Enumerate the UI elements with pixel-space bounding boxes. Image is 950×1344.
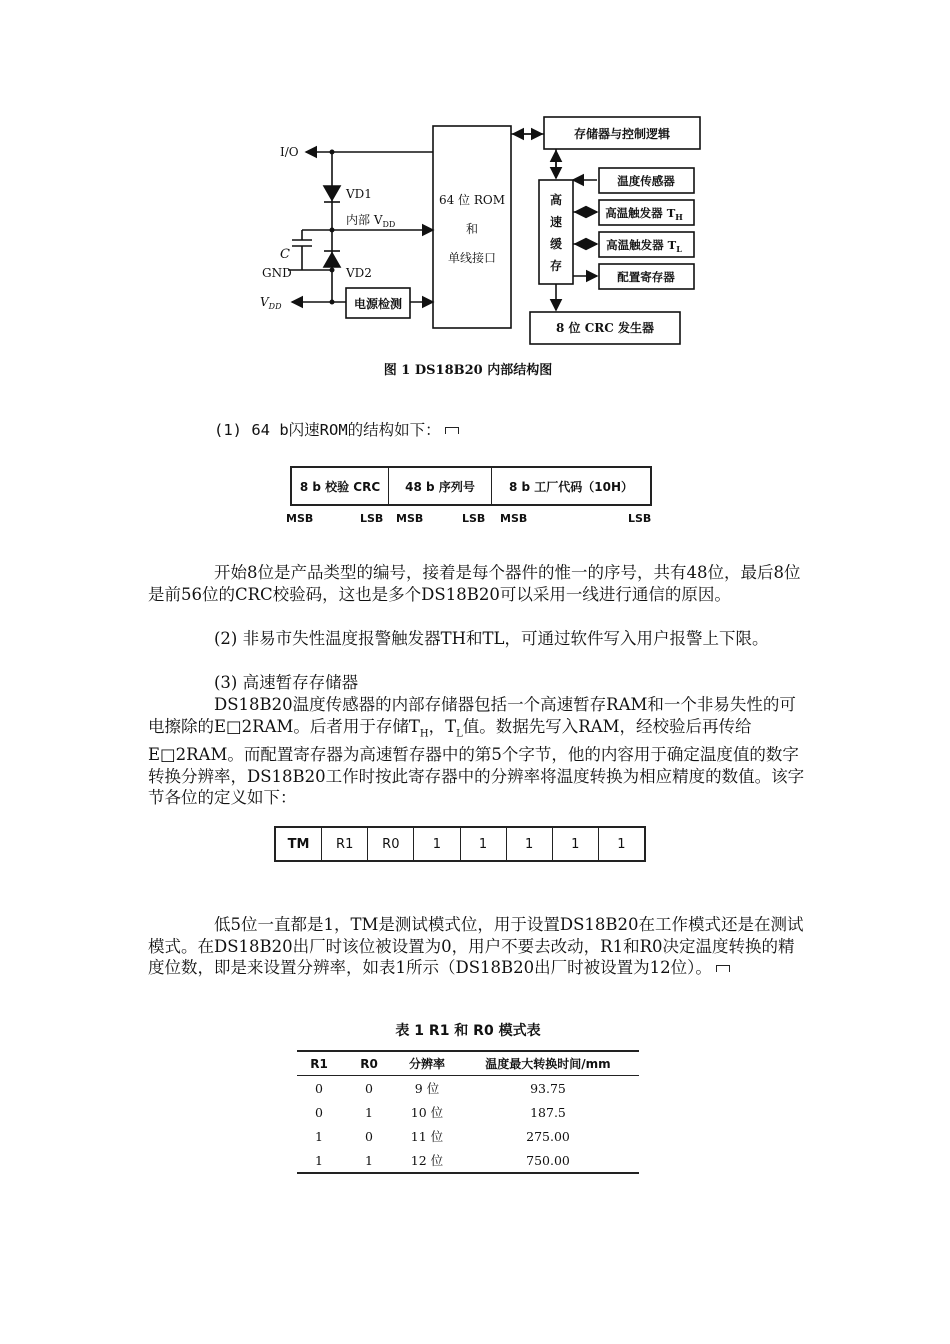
caret-mark — [445, 427, 459, 434]
config-register-diagram — [274, 826, 646, 864]
caret-mark-2 — [716, 965, 730, 972]
table-caption: 表 1 R1 和 R0 模式表 — [395, 1023, 541, 1039]
tl-trigger-label: 高温触发器 $T_L$ — [606, 238, 682, 254]
scratchpad-sub-h: H — [419, 727, 429, 739]
cell-time: 93.75 — [530, 1080, 566, 1096]
rom-cell-serial: 48 b 序列号 — [388, 468, 491, 504]
config-bit-1: 1 — [552, 828, 598, 860]
scratchpad-sub-l: L — [456, 727, 463, 739]
temp-sensor-label: 温度传感器 — [617, 174, 675, 188]
config-bit-3: 1 — [460, 828, 506, 860]
cache-char-4: 存 — [549, 259, 563, 273]
rom-structure-box — [290, 466, 652, 506]
table-row — [297, 1100, 639, 1124]
capacitor-label: C — [280, 247, 290, 262]
config-bit-r0: R0 — [367, 828, 413, 860]
rom-structure-intro — [214, 420, 874, 442]
config-bit-4: 1 — [413, 828, 459, 860]
rom-cell-factory: 8 b 工厂代码（10H） — [491, 468, 650, 504]
cell-resolution: 11 位 — [410, 1129, 444, 1144]
cell-r0: 0 — [365, 1080, 373, 1096]
rom-label-msb-3: MSB — [500, 512, 528, 525]
vd2-label: VD2 — [346, 266, 372, 280]
header-r1: R1 — [297, 1051, 341, 1076]
rom-structure-diagram — [286, 466, 652, 532]
config-register-row — [274, 826, 646, 862]
rom-line1: 64 位 ROM — [438, 193, 506, 207]
cache-char-1: 高 — [549, 193, 563, 207]
rom-label-lsb-2: LSB — [462, 512, 486, 525]
figure-caption: 图 1 DS18B20 内部结构图 — [383, 363, 553, 378]
internal-vdd-label: 内部 $V_{DD}$ — [346, 213, 396, 229]
cache-char-3: 缓 — [549, 237, 563, 251]
config-bit-tm: TM — [287, 836, 310, 852]
crc-label: 8 位 CRC 发生器 — [556, 321, 654, 335]
rom-cell-crc: 8 b 校验 CRC — [299, 479, 381, 494]
cell-resolution: 12 位 — [397, 1148, 457, 1173]
rom-label-msb-2: MSB — [396, 512, 424, 525]
rom-structure-intro-text: (1) 64 b闪速ROM的结构如下： — [214, 421, 441, 439]
table-row — [297, 1148, 639, 1173]
table-header-row — [297, 1051, 639, 1076]
cell-r0: 1 — [341, 1148, 397, 1173]
scratchpad-text-b: ，T — [428, 716, 457, 736]
paragraph-scratchpad-desc — [148, 694, 808, 809]
header-resolution: 分辨率 — [397, 1051, 457, 1076]
config-bit-r1: R1 — [321, 828, 367, 860]
cell-time: 187.5 — [530, 1104, 566, 1120]
config-bit-2: 1 — [506, 828, 552, 860]
cell-time: 750.00 — [457, 1148, 639, 1173]
block-diagram-svg — [248, 112, 708, 397]
config-bit-0: 1 — [598, 828, 644, 860]
header-r0: R0 — [341, 1051, 397, 1076]
cell-time: 275.00 — [526, 1128, 570, 1144]
power-detect-label: 电源检测 — [353, 297, 403, 311]
figure-ds18b20-block-diagram — [248, 112, 708, 397]
scratchpad-text-a: DS18B20温度传感器的内部存储器包括一个高速暂存RAM和一个非易失性的可电擦除的E□2RAM。后者用于存储T — [148, 695, 796, 736]
config-desc-text: 低5位一直都是1，TM是测试模式位，用于设置DS18B20在工作模式还是在测试模式。在DS18B20出厂时该位被设置为0，用户不要去改动，R1和R0决定温度转换的精度位数，即是来设置分辨率，如表1所示（DS18B20出厂时被设置为12位）。 — [148, 915, 804, 977]
memory-logic-label: 存储器与控制逻辑 — [573, 127, 671, 141]
paragraph-trigger: (2) 非易市失性温度报警触发器TH和TL，可通过软件写入用户报警上下限。 — [214, 629, 769, 648]
table-row — [297, 1076, 639, 1101]
vdd-label: $V_{DD}$ — [260, 295, 282, 311]
config-reg-label: 配置寄存器 — [617, 270, 675, 284]
th-trigger-label: 高温触发器 $T_H$ — [605, 206, 683, 222]
rom-label-msb-1: MSB — [286, 512, 314, 525]
cache-char-2: 速 — [549, 215, 563, 229]
io-label: I/O — [280, 145, 299, 159]
cell-r1: 1 — [315, 1128, 323, 1144]
table-row — [297, 1124, 639, 1148]
paragraph-scratchpad-heading: (3) 高速暂存存储器 — [214, 673, 359, 692]
rom-label-lsb-3: LSB — [628, 512, 652, 525]
cell-r1: 0 — [315, 1104, 323, 1120]
rom-line3: 单线接口 — [447, 251, 497, 265]
cell-r0: 0 — [365, 1128, 373, 1144]
paragraph-config-desc — [148, 914, 808, 979]
mode-table — [297, 1050, 639, 1174]
rom-label-lsb-1: LSB — [360, 512, 384, 525]
gnd-label: GND — [262, 266, 292, 280]
table-r1-r0-modes — [297, 1020, 639, 1174]
cell-r1: 1 — [297, 1148, 341, 1173]
paragraph-rom-desc: 开始8位是产品类型的编号，接着是每个器件的惟一的序号，共有48位，最后8位是前56位的CRC校验码，这也是多个DS18B20可以采用一线进行通信的原因。 — [148, 563, 801, 604]
vd1-label: VD1 — [346, 187, 372, 201]
cell-resolution: 9 位 — [414, 1081, 440, 1096]
cell-r0: 1 — [365, 1104, 373, 1120]
cell-r1: 0 — [315, 1080, 323, 1096]
header-conversion-time: 温度最大转换时间/mm — [457, 1051, 639, 1076]
rom-line2: 和 — [465, 222, 479, 236]
scratchpad-text-c: 值。数据先写入RAM，经校验后再传给E□2RAM。而配置寄存器为高速暂存器中的第5个字节，他的内容用于确定温度值的数字转换分辨率，DS18B20工作时按此寄存器中的分辨率将温度转换为相应精度的数值。该字节各位的定义如下： — [148, 716, 805, 808]
cell-resolution: 10 位 — [410, 1105, 444, 1120]
